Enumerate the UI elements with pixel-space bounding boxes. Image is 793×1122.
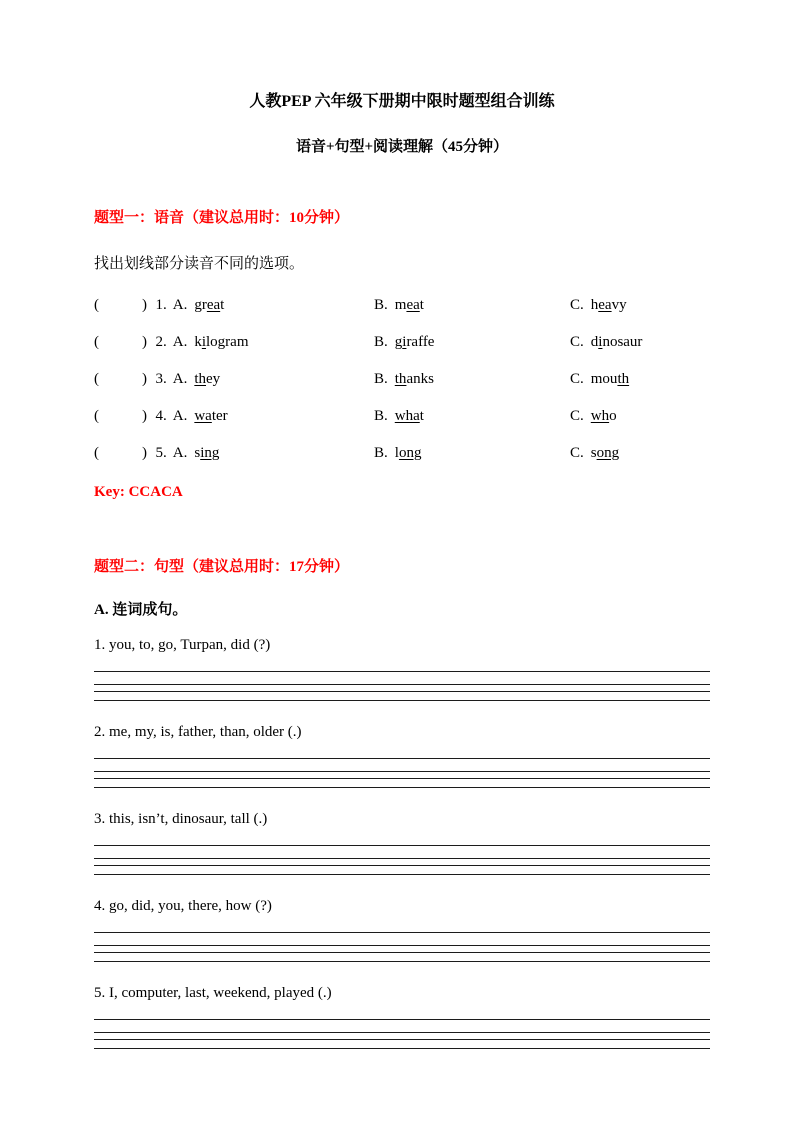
sentence-prompt: 3. this, isn’t, dinosaur, tall (.) [94,811,268,827]
answer-lines[interactable] [94,758,710,788]
phonics-question-row [94,443,710,464]
option-c[interactable]: C. mouth [570,371,630,387]
sentence-prompt: 1. you, to, go, Turpan, did (?) [94,637,271,653]
option-b[interactable]: B. giraffe [374,334,435,350]
section2-heading: 题型二：句型（建议总用时：17分钟） [94,559,350,575]
answer-blank[interactable]: ( ) [94,297,148,313]
section2-subheading: A. 连词成句。 [94,602,188,618]
sentence-prompt: 2. me, my, is, father, than, older (.) [94,724,302,740]
writing-line [94,1048,710,1049]
writing-line [94,787,710,788]
writing-line [94,1039,710,1040]
option-a[interactable]: A. they [172,371,221,387]
writing-line [94,961,710,962]
rearrange-item-3 [94,811,710,875]
writing-line [94,771,710,772]
writing-line [94,945,710,946]
option-c[interactable]: C. song [570,445,620,461]
writing-line [94,1019,710,1020]
question-number: 5. [155,445,167,461]
answer-lines[interactable] [94,671,710,701]
writing-line [94,952,710,953]
option-c[interactable]: C. who [570,408,617,424]
phonics-question-row [94,295,710,316]
question-number: 4. [155,408,167,424]
answer-key: Key: CCACA [94,484,183,500]
writing-line [94,778,710,779]
writing-line [94,845,710,846]
phonics-question-row [94,369,710,390]
option-a-cell [94,295,374,316]
sentence-prompt: 4. go, did, you, there, how (?) [94,898,272,914]
writing-line [94,932,710,933]
option-b[interactable]: B. long [374,445,422,461]
option-a[interactable]: A. water [172,408,228,424]
section-sentences [94,555,710,1049]
section1-heading: 题型一：语音（建议总用时：10分钟） [94,210,350,226]
writing-line [94,758,710,759]
writing-line [94,1032,710,1033]
answer-blank[interactable]: ( ) [94,445,148,461]
doc-title: 人教PEP 六年级下册期中限时题型组合训练 [249,93,555,110]
option-a-cell [94,369,374,390]
rearrange-item-2 [94,724,710,788]
phonics-question-row [94,406,710,427]
option-b[interactable]: B. meat [374,297,424,313]
option-c[interactable]: C. dinosaur [570,334,643,350]
option-a-cell [94,443,374,464]
question-number: 2. [155,334,167,350]
writing-line [94,874,710,875]
option-b[interactable]: B. thanks [374,371,434,387]
doc-subtitle: 语音+句型+阅读理解（45分钟） [295,139,509,155]
rearrange-item-5 [94,985,710,1049]
option-a[interactable]: A. kilogram [172,334,249,350]
answer-blank[interactable]: ( ) [94,371,148,387]
question-number: 1. [155,297,167,313]
answer-blank[interactable]: ( ) [94,334,148,350]
answer-lines[interactable] [94,1019,710,1049]
answer-blank[interactable]: ( ) [94,408,148,424]
writing-line [94,684,710,685]
question-number: 3. [155,371,167,387]
sentence-prompt: 5. I, computer, last, weekend, played (.) [94,985,332,1001]
writing-line [94,858,710,859]
writing-line [94,865,710,866]
phonics-question-row [94,332,710,353]
writing-line [94,671,710,672]
answer-lines[interactable] [94,845,710,875]
option-a[interactable]: A. sing [172,445,220,461]
writing-line [94,700,710,701]
rearrange-item-1 [94,637,710,701]
section-phonics [94,206,710,501]
option-a[interactable]: A. great [172,297,225,313]
answer-lines[interactable] [94,932,710,962]
option-b[interactable]: B. what [374,408,424,424]
option-a-cell [94,332,374,353]
option-c[interactable]: C. heavy [570,297,627,313]
rearrange-item-4 [94,898,710,962]
writing-line [94,691,710,692]
section1-instruction: 找出划线部分读音不同的选项。 [94,256,305,272]
option-a-cell [94,406,374,427]
